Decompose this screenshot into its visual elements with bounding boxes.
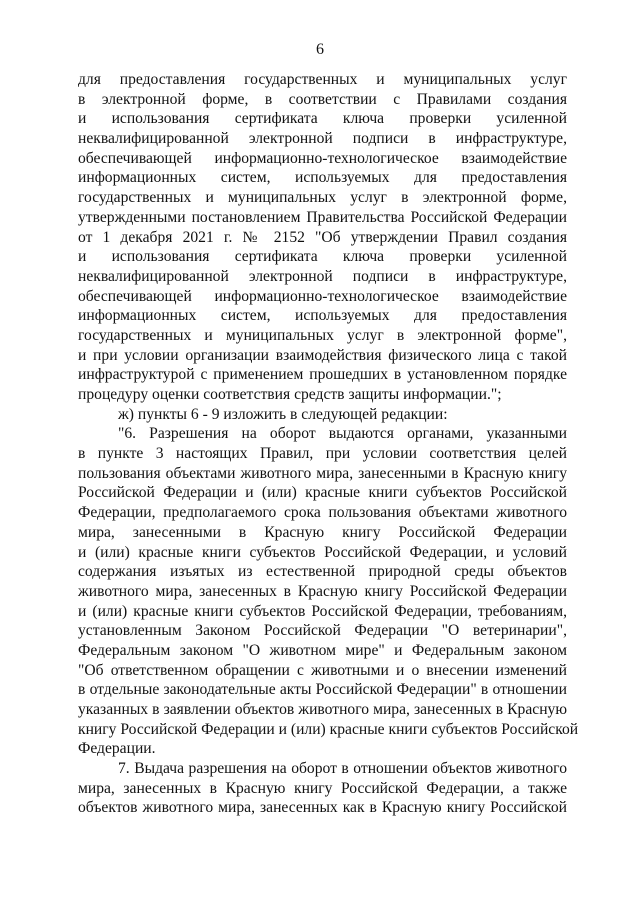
text-line: Федеральным законом "О животном мире" и Федеральным законом — [78, 641, 567, 659]
text-line: обеспечивающей информационно-технологическое взаимодействие — [78, 149, 567, 167]
text-line: книгу Российской Федерации и (или) красные книги субъектов Российской — [78, 720, 579, 738]
text-line: в отдельные законодательные акты Российской Федерации" в отношении — [78, 681, 567, 699]
text-line: животного мира, занесенных в Красную книгу Российской Федерации — [78, 582, 567, 600]
text-line: объектов животного мира, занесенных как в Красную книгу Российской — [78, 799, 567, 817]
text-line: и использования сертификата ключа проверки усиленной — [78, 110, 567, 128]
text-line: государственных и муниципальных услуг в электронной форме, — [78, 189, 567, 207]
text-line: обеспечивающей информационно-технологическое взаимодействие — [78, 287, 567, 305]
text-line: информационных систем, используемых для предоставления — [78, 307, 567, 325]
text-line: в электронной форме, в соответствии с Правилами создания — [78, 90, 567, 108]
text-line: утвержденными постановлением Правительства Российской Федерации — [78, 208, 567, 226]
text-line: и (или) красные книги субъектов Российской Федерации, требованиям, — [78, 602, 567, 620]
text-line: в пункте 3 настоящих Правил, при условии соответствия целей — [78, 445, 567, 463]
text-line: Федерации, предполагаемого срока пользования объектами животного — [78, 504, 567, 522]
text-line: мира, занесенными в Красную книгу Российской Федерации — [78, 523, 567, 541]
text-line: и при условии организации взаимодействия физического лица с такой — [78, 346, 567, 364]
text-line: процедуру оценки соответствия средств защиты информации."; — [78, 386, 502, 403]
text-line: "6. Разрешения на оборот выдаются органами, указанными — [118, 425, 567, 443]
text-line: и использования сертификата ключа проверки усиленной — [78, 248, 567, 266]
text-line: инфраструктурой с применением прошедших в установленном порядке — [78, 366, 567, 384]
text-line: содержания изъятых из естественной природной среды объектов — [78, 563, 567, 581]
text-line: Федерации. — [78, 740, 156, 758]
document-body — [78, 70, 579, 818]
text-line: информационных систем, используемых для предоставления — [78, 169, 567, 187]
text-line: и (или) красные книги субъектов Российской Федерации, и условий — [78, 543, 567, 561]
text-line: государственных и муниципальных услуг в электронной форме", — [78, 326, 567, 344]
text-line: установленным Законом Российской Федерации "О ветеринарии", — [78, 622, 567, 640]
text-line: мира, занесенных в Красную книгу Российской Федерации, а также — [78, 779, 567, 797]
text-line: неквалифицированной электронной подписи в инфраструктуре, — [78, 130, 567, 148]
text-line: "Об ответственном обращении с животными и о внесении изменений — [78, 661, 567, 679]
text-line: ж) пункты 6 - 9 изложить в следующей редакции: — [118, 405, 448, 423]
text-line: Российской Федерации и (или) красные книги субъектов Российской — [78, 484, 567, 502]
text-line: указанных в заявлении объектов животного мира, занесенных в Красную — [78, 701, 567, 718]
text-line: для предоставления государственных и муниципальных услуг — [78, 71, 567, 88]
text-line: 7. Выдача разрешения на оборот в отношении объектов животного — [118, 760, 567, 778]
text-line: неквалифицированной электронной подписи в инфраструктуре, — [78, 267, 567, 285]
page-number: 6 — [316, 41, 324, 58]
text-line: пользования объектами животного мира, занесенными в Красную книгу — [78, 464, 567, 482]
text-line: от 1 декабря 2021 г. № 2152 "Об утверждении Правил создания — [78, 228, 567, 246]
